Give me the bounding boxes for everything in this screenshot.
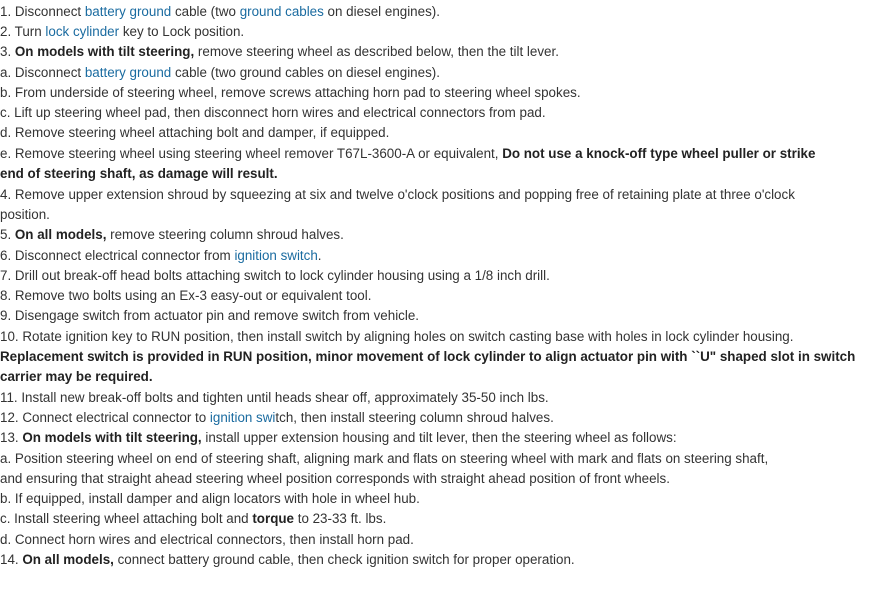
step-13d bbox=[0, 530, 872, 550]
step-14-text: connect battery ground cable, then check ignition switch for proper operation. bbox=[113, 552, 575, 567]
ignition-switch-link-2[interactable]: ignition swi bbox=[209, 410, 276, 425]
step-3d-text: d. Remove steering wheel attaching bolt and damper, if equipped. bbox=[0, 125, 390, 140]
step-2 bbox=[0, 22, 872, 42]
step-13-number: 13. bbox=[0, 430, 23, 445]
lock-cylinder-link[interactable]: lock cylinder bbox=[45, 24, 120, 39]
step-5-emphasis: On all models, bbox=[14, 227, 107, 242]
step-8-text: 8. Remove two bolts using an Ex-3 easy-out or equivalent tool. bbox=[0, 288, 372, 303]
step-12 bbox=[0, 408, 872, 428]
step-13a-cont bbox=[0, 469, 872, 489]
step-11-text: 11. Install new break-off bolts and tighten until heads shear off, approximately 35-50 inch lbs. bbox=[0, 390, 549, 405]
step-3e-warning-cont: end of steering shaft, as damage will result. bbox=[0, 166, 278, 181]
step-13c-text-a: c. Install steering wheel attaching bolt and bbox=[0, 511, 253, 526]
step-12-text-a: 12. Connect electrical connector to bbox=[0, 410, 210, 425]
ground-cables-link[interactable]: ground cables bbox=[239, 4, 324, 19]
ignition-switch-link[interactable]: ignition switch bbox=[234, 248, 318, 263]
step-6-text-a: 6. Disconnect electrical connector from bbox=[0, 248, 235, 263]
step-13a-text: a. Position steering wheel on end of steering shaft, aligning mark and flats on steering wheel with mark and flats on steering shaft, bbox=[0, 451, 769, 466]
step-13c-torque: torque bbox=[252, 511, 294, 526]
step-13-emphasis: On models with tilt steering, bbox=[22, 430, 202, 445]
step-5-number: 5. bbox=[0, 227, 15, 242]
step-3a-text-a: a. Disconnect bbox=[0, 65, 85, 80]
step-3e-cont bbox=[0, 164, 872, 184]
step-3-number: 3. bbox=[0, 44, 15, 59]
step-3e-text: e. Remove steering wheel using steering wheel remover T67L-3600-A or equivalent, bbox=[0, 146, 503, 161]
step-10-note-text: Replacement switch is provided in RUN position, minor movement of lock cylinder to align actuator pin with ``U" shaped slot in switch bbox=[0, 349, 856, 364]
step-13c bbox=[0, 509, 872, 529]
step-13b-text: b. If equipped, install damper and align locators with hole in wheel hub. bbox=[0, 491, 420, 506]
step-3c-text: c. Lift up steering wheel pad, then disconnect horn wires and electrical connectors from pad. bbox=[0, 105, 546, 120]
step-7 bbox=[0, 266, 872, 286]
step-10 bbox=[0, 327, 872, 347]
step-3e-warning: Do not use a knock-off type wheel puller or strike bbox=[502, 146, 816, 161]
step-10-note-cont bbox=[0, 367, 872, 387]
step-2-text-a: 2. Turn bbox=[0, 24, 46, 39]
step-13 bbox=[0, 428, 872, 448]
step-13b bbox=[0, 489, 872, 509]
step-14 bbox=[0, 550, 872, 570]
step-10-text: 10. Rotate ignition key to RUN position, then install switch by aligning holes on switch casting base with holes in lock cylinder housing. bbox=[0, 329, 794, 344]
step-1-text-a: 1. Disconnect bbox=[0, 4, 85, 19]
step-4-cont bbox=[0, 205, 872, 225]
step-3c bbox=[0, 103, 872, 123]
step-1-text-b: cable (two bbox=[171, 4, 240, 19]
step-14-emphasis: On all models, bbox=[22, 552, 114, 567]
step-6 bbox=[0, 246, 872, 266]
battery-ground-link-2[interactable]: battery ground bbox=[84, 65, 172, 80]
step-3a-text-b: cable (two ground cables on diesel engines). bbox=[171, 65, 440, 80]
step-3e bbox=[0, 144, 872, 164]
step-1 bbox=[0, 2, 872, 22]
step-1-text-c: on diesel engines). bbox=[323, 4, 440, 19]
step-13-text: install upper extension housing and tilt lever, then the steering wheel as follows: bbox=[201, 430, 677, 445]
step-3b-text: b. From underside of steering wheel, remove screws attaching horn pad to steering wheel spokes. bbox=[0, 85, 581, 100]
step-4-text-cont: position. bbox=[0, 207, 50, 222]
step-11 bbox=[0, 388, 872, 408]
step-3a bbox=[0, 63, 872, 83]
step-3-text: remove steering wheel as described below, then the tilt lever. bbox=[194, 44, 559, 59]
step-14-number: 14. bbox=[0, 552, 23, 567]
step-4 bbox=[0, 185, 872, 205]
step-3 bbox=[0, 42, 872, 62]
step-13c-text-b: to 23-33 ft. lbs. bbox=[294, 511, 387, 526]
step-7-text: 7. Drill out break-off head bolts attaching switch to lock cylinder housing using a 1/8 inch drill. bbox=[0, 268, 550, 283]
step-10-note bbox=[0, 347, 872, 367]
step-3b bbox=[0, 83, 872, 103]
step-12-text-b: tch, then install steering column shroud halves. bbox=[275, 410, 554, 425]
step-8 bbox=[0, 286, 872, 306]
step-5-text: remove steering column shroud halves. bbox=[106, 227, 344, 242]
step-5 bbox=[0, 225, 872, 245]
step-9-text: 9. Disengage switch from actuator pin and remove switch from vehicle. bbox=[0, 308, 420, 323]
battery-ground-link[interactable]: battery ground bbox=[84, 4, 172, 19]
step-3d bbox=[0, 123, 872, 143]
step-3-emphasis: On models with tilt steering, bbox=[14, 44, 195, 59]
step-4-text: 4. Remove upper extension shroud by squeezing at six and twelve o'clock positions and popping free of retaining plate at three o'clock bbox=[0, 187, 795, 202]
step-9 bbox=[0, 306, 872, 326]
step-10-note-text-cont: carrier may be required. bbox=[0, 369, 153, 384]
step-2-text-b: key to Lock position. bbox=[119, 24, 245, 39]
step-13d-text: d. Connect horn wires and electrical connectors, then install horn pad. bbox=[0, 532, 414, 547]
step-13a bbox=[0, 449, 872, 469]
step-6-text-b: . bbox=[317, 248, 322, 263]
step-13a-text-cont: and ensuring that straight ahead steering wheel position corresponds with straight ahead position of front wheels. bbox=[0, 471, 670, 486]
